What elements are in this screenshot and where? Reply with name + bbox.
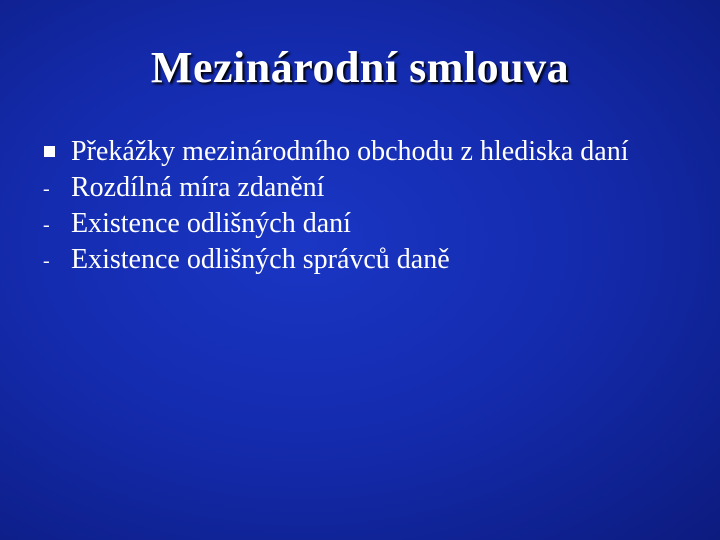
bullet-text: Existence odlišných daní	[71, 208, 351, 239]
dash-bullet-icon: -	[43, 214, 50, 236]
dash-bullet-icon: -	[43, 178, 50, 200]
bullet-item	[0, 242, 720, 278]
square-bullet-icon	[44, 146, 55, 157]
bullet-text: Existence odlišných správců daně	[71, 244, 450, 275]
bullet-item	[0, 134, 720, 170]
dash-bullet-icon: -	[43, 250, 50, 272]
slide-title: Mezinárodní smlouva	[150, 43, 570, 92]
bullet-text: Překážky mezinárodního obchodu z hlediska daní	[71, 136, 629, 167]
bullet-item	[0, 170, 720, 206]
bullet-text: Rozdílná míra zdanění	[71, 172, 325, 203]
bullet-list	[0, 134, 720, 278]
bullet-item	[0, 206, 720, 242]
